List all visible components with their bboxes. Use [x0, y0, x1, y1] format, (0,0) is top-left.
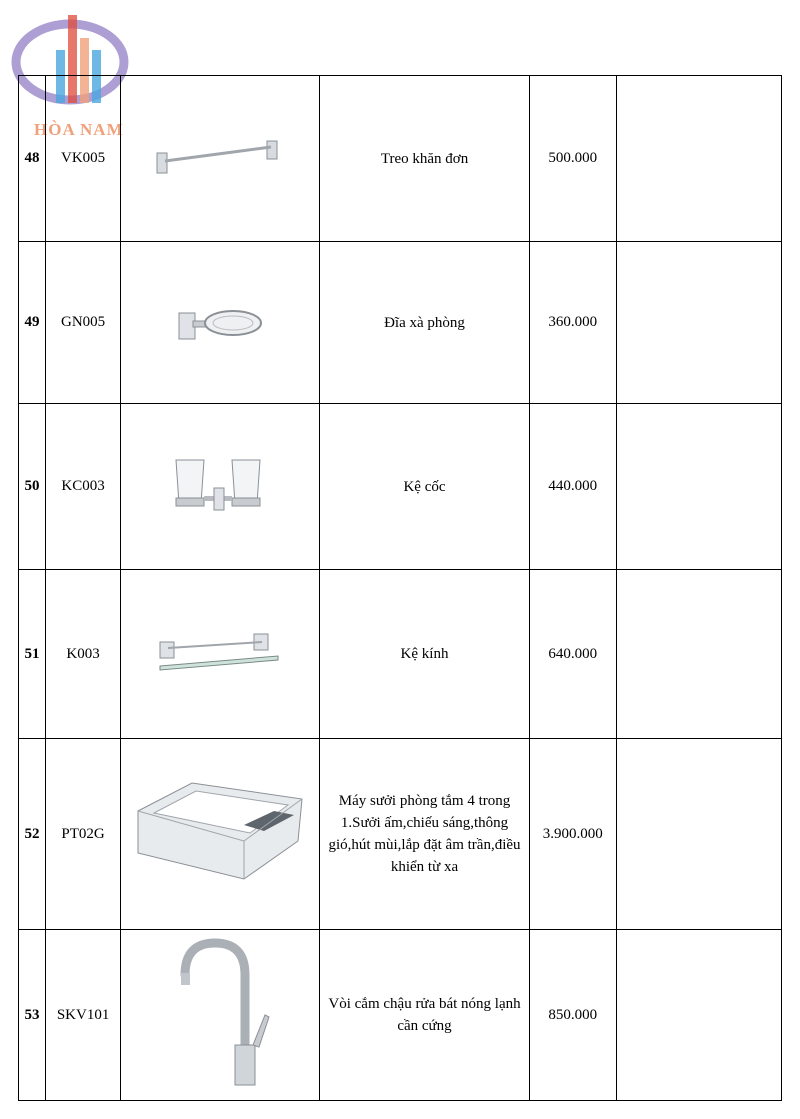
- product-code: KC003: [46, 404, 121, 570]
- product-note: [616, 739, 781, 930]
- product-note: [616, 76, 781, 242]
- product-name: Vòi cắm chậu rửa bát nóng lạnh cần cứng: [320, 930, 529, 1101]
- product-code: VK005: [46, 76, 121, 242]
- table-row: [19, 76, 782, 242]
- product-image-cell: [121, 76, 320, 242]
- product-price: 3.900.000: [529, 739, 616, 930]
- product-code: SKV101: [46, 930, 121, 1101]
- product-name: Đĩa xà phòng: [320, 242, 529, 404]
- bathroom-heater-icon: [132, 779, 308, 889]
- product-name: Kệ kính: [320, 570, 529, 739]
- product-name: Treo khăn đơn: [320, 76, 529, 242]
- table-row: [19, 930, 782, 1101]
- product-image-cell: [121, 242, 320, 404]
- row-number: 48: [19, 76, 46, 242]
- row-number: 52: [19, 739, 46, 930]
- product-price: 440.000: [529, 404, 616, 570]
- product-note: [616, 242, 781, 404]
- product-table: [18, 75, 782, 1101]
- towel-bar-icon: [155, 139, 285, 179]
- product-note: [616, 404, 781, 570]
- product-note: [616, 930, 781, 1101]
- product-image-cell: [121, 404, 320, 570]
- product-price: 850.000: [529, 930, 616, 1101]
- product-code: PT02G: [46, 739, 121, 930]
- table-row: [19, 404, 782, 570]
- product-image-cell: [121, 739, 320, 930]
- row-number: 50: [19, 404, 46, 570]
- table-row: [19, 242, 782, 404]
- product-image-cell: [121, 570, 320, 739]
- cup-holder-icon: [170, 456, 270, 518]
- product-name: Máy sưởi phòng tắm 4 trong 1.Sưởi ấm,chiếu sáng,thông gió,hút mùi,lắp đặt âm trần,điều khiển từ xa: [320, 739, 529, 930]
- logo-brand-text: HÒA NAM: [34, 120, 124, 139]
- product-image-cell: [121, 930, 320, 1101]
- kitchen-faucet-icon: [165, 935, 275, 1095]
- row-number: 53: [19, 930, 46, 1101]
- soap-dish-icon: [175, 301, 265, 345]
- product-name: Kệ cốc: [320, 404, 529, 570]
- product-code: GN005: [46, 242, 121, 404]
- row-number: 51: [19, 570, 46, 739]
- product-price: 500.000: [529, 76, 616, 242]
- product-code: K003: [46, 570, 121, 739]
- row-number: 49: [19, 242, 46, 404]
- product-note: [616, 570, 781, 739]
- product-price: 360.000: [529, 242, 616, 404]
- glass-shelf-icon: [158, 632, 282, 676]
- table-row: [19, 570, 782, 739]
- table-row: [19, 739, 782, 930]
- product-price: 640.000: [529, 570, 616, 739]
